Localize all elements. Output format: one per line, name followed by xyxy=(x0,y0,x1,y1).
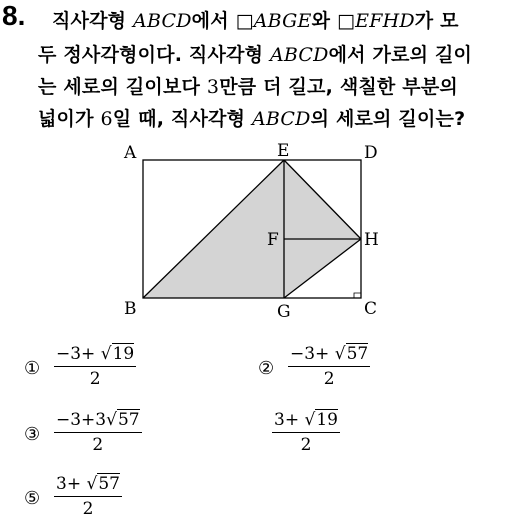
label-d: D xyxy=(364,143,378,163)
question-line-3: 는 세로의 길이보다 3만큼 더 길고, 색칠한 부분의 xyxy=(38,76,458,98)
label-c: C xyxy=(364,299,378,319)
label-a: A xyxy=(124,143,137,163)
label-e: E xyxy=(277,141,290,161)
question-number: 8. xyxy=(2,0,26,31)
question-line-1: 직사각형 ABCD에서 □ABGE와 □EFHD가 모 xyxy=(52,10,459,32)
question-line-4: 넓이가 6일 때, 직사각형 ABCD의 세로의 길이는? xyxy=(38,108,466,130)
choice-3-mark: ③ xyxy=(24,424,41,445)
shaded-region xyxy=(143,160,361,298)
label-h: H xyxy=(364,230,379,250)
choice-2-mark: ② xyxy=(258,358,275,379)
label-f: F xyxy=(267,230,279,250)
label-b: B xyxy=(124,299,137,319)
question-line-2: 두 정사각형이다. 직사각형 ABCD에서 가로의 길이 xyxy=(38,44,473,66)
label-g: G xyxy=(277,302,291,322)
choice-1-mark: ① xyxy=(24,358,41,379)
right-angle-mark xyxy=(354,293,361,298)
choice-5-mark: ⑤ xyxy=(24,488,41,509)
